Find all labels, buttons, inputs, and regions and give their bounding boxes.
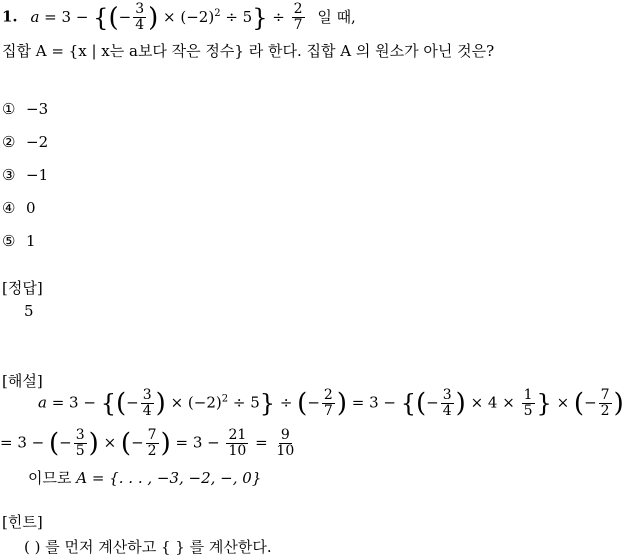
option-mark: ⑤ [2,232,16,250]
option-value: 0 [26,199,36,217]
option-value: −3 [26,100,49,118]
problem-question: 집합 A = {x | x는 a보다 작은 정수} 라 한다. 집합 A 의 원소가 아닌 것은? [2,42,495,60]
solution-set-expression: A = {. . . , −3, −2, −, 0} [76,469,262,487]
option-value: −1 [26,166,49,184]
solution-step-1: a = 3 − {(− $\frac{3}{4}$ ) × $(-2)^2 \div 5$} ÷ (− $\frac{2}{7}$ ) = 3 − {(− $\frac{3}{4}$ ) × 4 × $\frac{1}{5}$ } × (− $\frac{7}{2}$ ) [38,387,624,419]
option-mark: ① [2,100,16,118]
hint-text: ( ) 를 먼저 계산하고 { } 를 계산한다. [24,538,272,556]
option-2[interactable] [2,133,48,151]
option-value: 1 [26,232,36,250]
option-mark: ④ [2,199,16,217]
solution-conclusion [28,467,261,488]
solution-conclusion-prefix: 이므로 [28,469,72,487]
option-mark: ③ [2,166,16,184]
answer-value: 5 [24,302,34,320]
answer-label: [정답] [2,279,43,297]
option-3[interactable] [2,166,48,184]
solution-step-2: = 3 − (− $\frac{3}{5}$ ) × (− $\frac{7}{2}$ ) = 3 − $\frac{21}{10}$ = $\frac{9}{10}$ [0,427,295,459]
solution-label: [해설] [2,372,43,390]
option-4[interactable] [2,199,36,217]
option-value: −2 [26,133,49,151]
hint-label: [힌트] [2,513,43,531]
problem-number: 1. [2,7,18,26]
option-5[interactable] [2,232,36,250]
option-1[interactable] [2,100,48,118]
option-mark: ② [2,133,16,151]
problem-intro-tail: 일 때, [317,7,356,26]
problem-expression: 1. a = 3 − {(− $\frac{3}{4}$ ) × $(-2)^2 \div 5$} ÷ $\frac{2}{7}$ 일 때, [2,1,356,33]
